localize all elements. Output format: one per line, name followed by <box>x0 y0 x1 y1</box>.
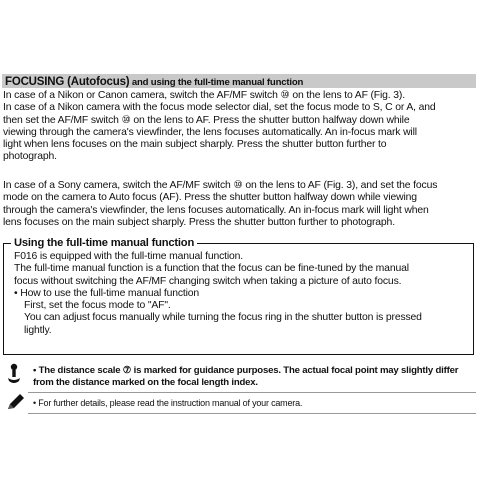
text-line: F016 is equipped with the full-time manual function. <box>14 251 244 262</box>
text-line: In case of a Nikon or Canon camera, switch the AF/MF switch ⑩ on the lens to AF (Fig. 3). <box>3 90 405 101</box>
text-line: from the distance marked on the focal length index. <box>33 377 258 388</box>
bullet-line: • How to use the full-time manual function <box>14 287 200 299</box>
paragraph-nikon-canon <box>3 90 477 164</box>
box-title: Using the full-time manual function <box>11 236 197 250</box>
note-text <box>33 365 477 389</box>
text-line: You can adjust focus manually while turning the focus ring in the shutter button is pressed <box>24 312 422 324</box>
text-line: through the camera's viewfinder, the lens focuses automatically. An in-focus mark will light when <box>3 204 429 216</box>
text-line: lightly. <box>24 324 52 336</box>
text-line: viewing through the camera's viewfinder, the lens focuses automatically. An in-focus mark will <box>3 126 417 138</box>
section-subtitle: and using the full-time manual function <box>129 77 304 88</box>
note-info <box>3 393 477 413</box>
paragraph-sony <box>3 180 477 229</box>
note-text <box>33 397 477 409</box>
text-line: lens focuses on the main subject sharply. Press the shutter button further to photograph. <box>3 216 395 228</box>
text-line: In case of a Sony camera, switch the AF/MF switch ⑩ on the lens to AF (Fig. 3), and set the focus <box>3 180 438 191</box>
box-body <box>14 251 470 337</box>
text-line: The full-time manual function is a function that the focus can be fine-tuned by the manual <box>14 263 409 275</box>
divider <box>28 413 476 414</box>
text-line: photograph. <box>3 151 57 163</box>
text-line: In case of a Nikon camera with the focus mode selector dial, set the focus mode to S, C or A, and <box>3 102 436 114</box>
section-title: FOCUSING (Autofocus) <box>5 76 130 88</box>
text-line: • For further details, please read the instruction manual of your camera. <box>33 398 303 408</box>
caution-icon <box>6 363 22 392</box>
text-line: focus without switching the AF/MF changing switch when taking a picture of auto focus. <box>14 275 402 287</box>
text-line: • The distance scale ⑦ is marked for guidance purposes. The actual focal point may slightly differ <box>33 365 459 376</box>
text-line: then set the AF/MF switch ⑩ on the lens to AF. Press the shutter button halfway down while <box>3 114 410 126</box>
text-line: First, set the focus mode to "AF". <box>24 300 171 312</box>
text-line: mode on the camera to Auto focus (AF). Press the shutter button halfway down while viewing <box>3 192 417 204</box>
section-header <box>2 74 476 88</box>
pencil-icon <box>6 393 26 416</box>
text-line: light when lens focuses on the main subject sharply. Press the shutter button further to <box>3 139 387 151</box>
note-caution <box>3 363 477 391</box>
